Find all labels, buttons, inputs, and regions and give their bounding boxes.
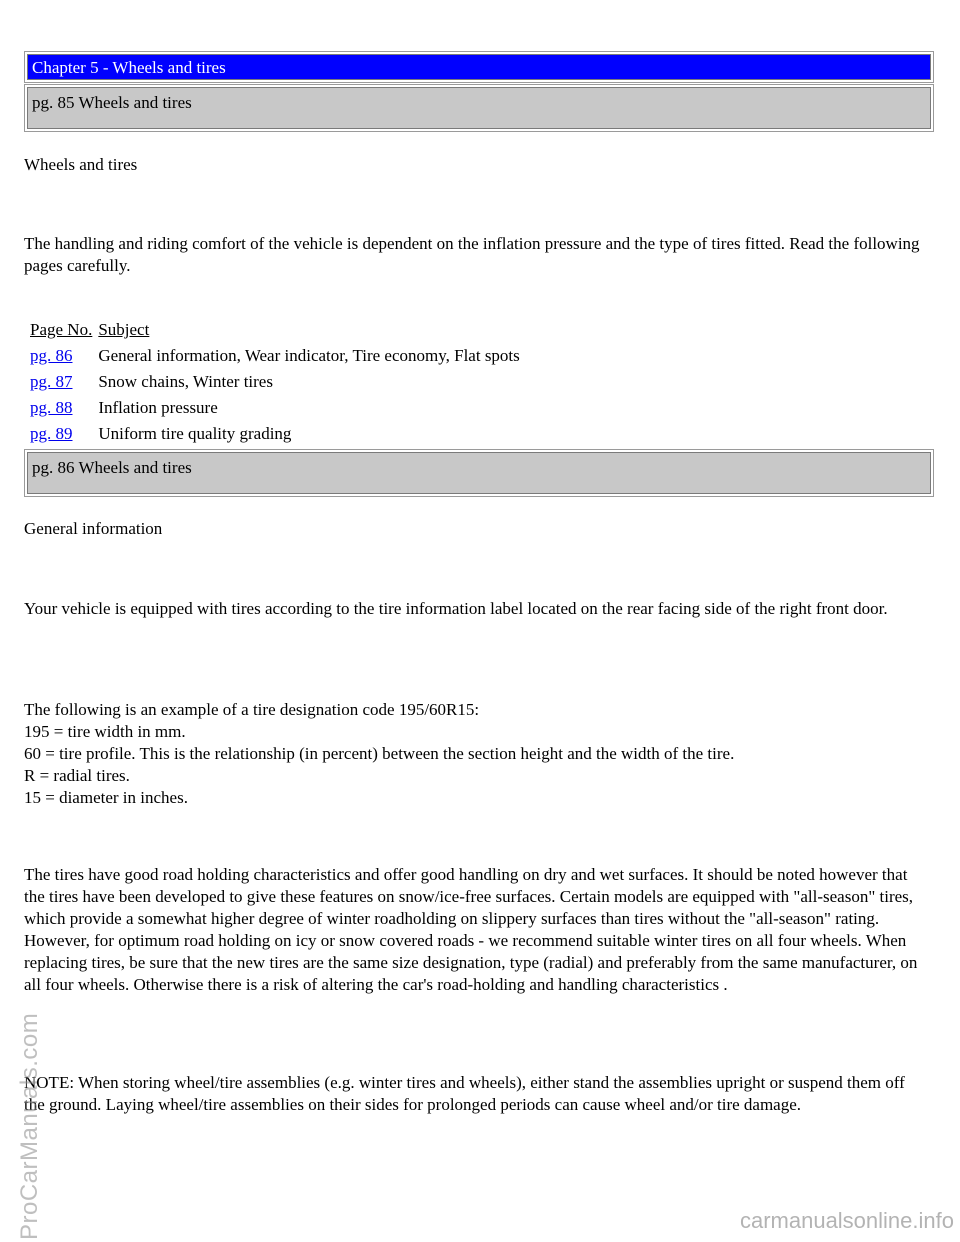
side-watermark: ProCarManuals.com [16, 1012, 43, 1240]
tire-code-line: 195 = tire width in mm. [24, 722, 186, 741]
subject-cell: Snow chains, Winter tires [98, 372, 273, 391]
page-link-88[interactable]: pg. 88 [30, 398, 73, 417]
subject-index-table [26, 316, 524, 448]
storage-note-paragraph: NOTE: When storing wheel/tire assemblies (e.g. winter tires and wheels), either stand the assemblies upright or suspend them off the ground. Laying wheel/tire assemblies on their sides for prolonged periods can cause wheel and/or tire damage. [24, 1073, 905, 1114]
table-row [28, 370, 522, 394]
chapter-header [24, 51, 934, 83]
tire-code-line: R = radial tires. [24, 766, 130, 785]
table-row [28, 422, 522, 446]
page-header-86-title: pg. 86 Wheels and tires [27, 452, 931, 494]
chapter-header-title: Chapter 5 - Wheels and tires [27, 54, 931, 80]
tire-code-explanation [24, 699, 929, 809]
subject-cell: General information, Wear indicator, Tire economy, Flat spots [98, 346, 520, 365]
page-header-85 [24, 84, 934, 132]
subject-cell: Uniform tire quality grading [98, 424, 292, 443]
page-link-87[interactable]: pg. 87 [30, 372, 73, 391]
subject-cell: Inflation pressure [98, 398, 218, 417]
table-row [28, 344, 522, 368]
section-title-general-information: General information [24, 519, 163, 538]
column-header-subject: Subject [98, 320, 150, 339]
page-header-86 [24, 449, 934, 497]
page-header-85-title: pg. 85 Wheels and tires [27, 87, 931, 129]
page-link-86[interactable]: pg. 86 [30, 346, 73, 365]
section-title-wheels-and-tires: Wheels and tires [24, 155, 138, 174]
tire-code-line: 15 = diameter in inches. [24, 788, 188, 807]
intro-paragraph: The handling and riding comfort of the vehicle is dependent on the inflation pressure and the type of tires fitted. Read the following pages carefully. [24, 234, 920, 275]
footer-watermark: carmanualsonline.info [739, 1208, 954, 1233]
table-row [28, 396, 522, 420]
tire-code-line: 60 = tire profile. This is the relationship (in percent) between the section height and the width of the tire. [24, 744, 735, 763]
table-header-row [28, 318, 522, 342]
page-link-89[interactable]: pg. 89 [30, 424, 73, 443]
column-header-page-no: Page No. [30, 320, 93, 339]
tire-code-line: The following is an example of a tire designation code 195/60R15: [24, 700, 480, 719]
tire-characteristics-paragraph: The tires have good road holding characteristics and offer good handling on dry and wet surfaces. It should be noted however that the tires have been developed to give these features on snow/ice-free surfaces. Certain models are equipped with "all-season" tires, which provide a somewhat higher degree of winter roadholding on slippery surfaces than tires without the "all-season" rating. However, for optimum road holding on icy or snow covered roads - we recommend suitable winter tires on all four wheels. When replacing tires, be sure that the new tires are the same size designation, type (radial) and preferably from the same manufacturer, on all four wheels. Otherwise there is a risk of altering the car's road-holding and handling characteristics . [24, 865, 918, 994]
tire-label-paragraph: Your vehicle is equipped with tires according to the tire information label located on the rear facing side of the right front door. [24, 599, 888, 618]
